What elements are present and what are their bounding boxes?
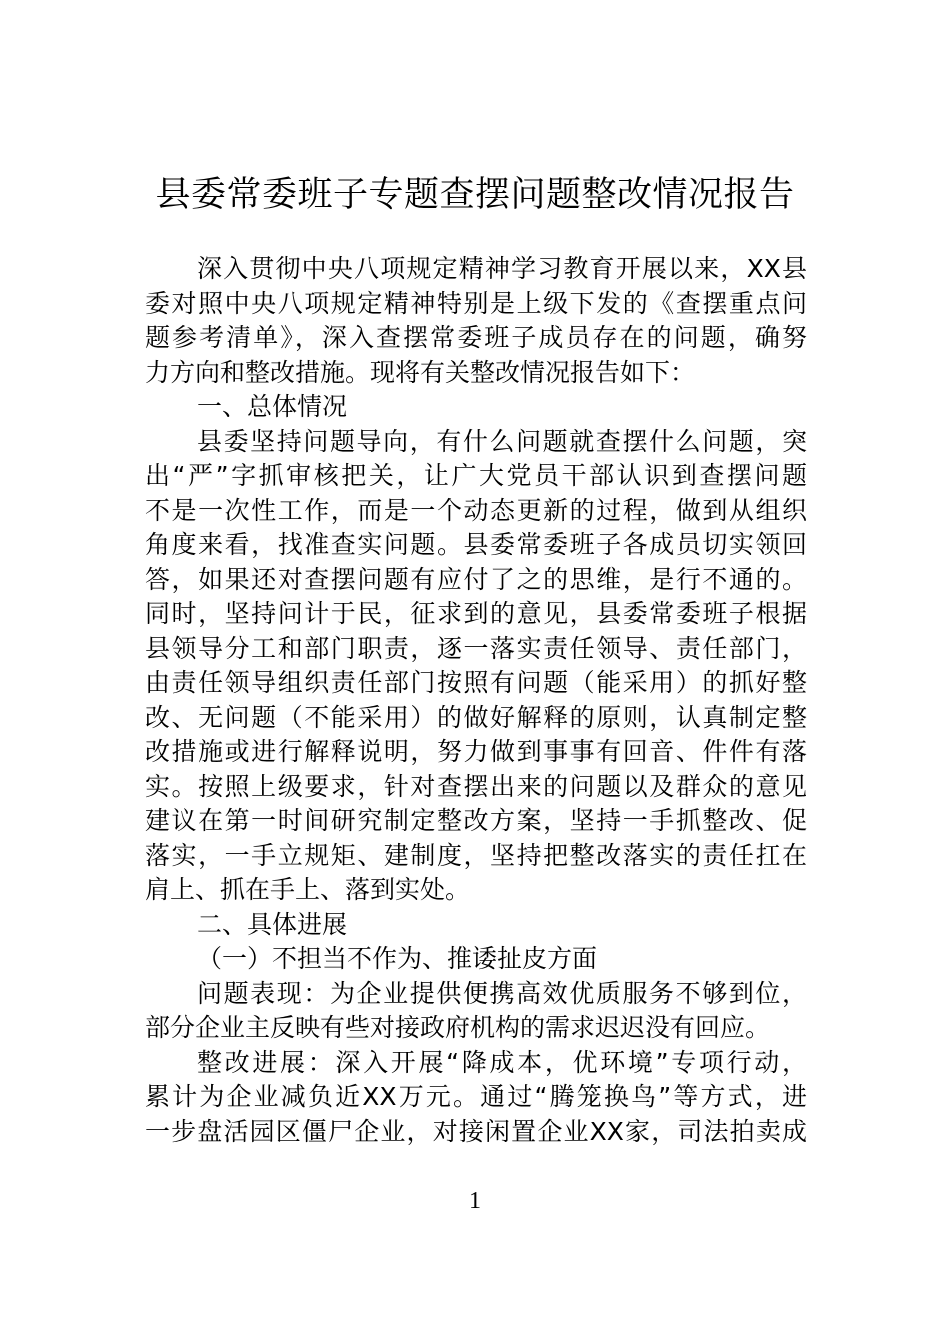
paragraph (145, 977, 807, 1046)
text-line: 累计为企业减负近XX万元。通过“腾笼换鸟”等方式，进 (145, 1082, 807, 1111)
text-line: 二、具体进展 (197, 909, 348, 939)
text-line: 改措施或进行解释说明，努力做到事事有回音、件件有落 (145, 737, 807, 766)
text-line: 县委坚持问题导向，有什么问题就查摆什么问题，突 (197, 426, 807, 456)
text-line: 一步盘活园区僵尸企业，对接闲置企业XX家，司法拍卖成 (145, 1116, 807, 1146)
document-title: 县委常委班子专题查摆问题整改情况报告 (155, 175, 795, 215)
text-line: 出“严”字抓审核把关，让广大党员干部认识到查摆问题 (145, 461, 807, 490)
text-line: 肩上、抓在手上、落到实处。 (145, 875, 471, 904)
text-line: 委对照中央八项规定精神特别是上级下发的《查摆重点问 (145, 288, 807, 318)
text-line: 部分企业主反映有些对接政府机构的需求迟迟没有回应。 (145, 1013, 771, 1042)
text-line: 整改进展：深入开展“降成本，优环境”专项行动， (197, 1047, 807, 1077)
text-line: 一、总体情况 (197, 392, 348, 421)
text-line: 角度来看，找准查实问题。县委常委班子各成员切实领回 (145, 530, 807, 559)
paragraph (145, 1046, 807, 1150)
text-line: 深入贯彻中央八项规定精神学习教育开展以来，XX县 (197, 254, 807, 283)
paragraph (145, 425, 807, 908)
paragraph (145, 252, 807, 390)
text-line: 答，如果还对查摆问题有应付了之的思维，是行不通的。 (145, 564, 807, 594)
text-line: 同时，坚持问计于民，征求到的意见，县委常委班子根据 (145, 599, 807, 628)
page-number: 1 (469, 1188, 481, 1214)
text-line: 建议在第一时间研究制定整改方案，坚持一手抓整改、促 (145, 806, 807, 835)
text-line: 力方向和整改措施。现将有关整改情况报告如下： (145, 357, 696, 387)
paragraph (145, 942, 807, 977)
paragraph (145, 390, 807, 425)
document-body (145, 252, 807, 1149)
text-line: 实。按照上级要求，针对查摆出来的问题以及群众的意见 (145, 771, 807, 801)
text-line: 改、无问题（不能采用）的做好解释的原则，认真制定整 (145, 702, 807, 732)
text-line: 题参考清单》，深入查摆常委班子成员存在的问题，确努 (145, 323, 807, 352)
text-line: 落实，一手立规矩、建制度，坚持把整改落实的责任扛在 (145, 840, 807, 870)
paragraph (145, 908, 807, 943)
text-line: 由责任领导组织责任部门按照有问题（能采用）的抓好整 (145, 668, 807, 697)
text-line: 问题表现：为企业提供便携高效优质服务不够到位， (197, 978, 807, 1008)
text-line: 不是一次性工作，而是一个动态更新的过程，做到从组织 (145, 495, 807, 525)
text-line: （一）不担当不作为、推诿扯皮方面 (197, 944, 598, 973)
text-line: 县领导分工和部门职责，逐一落实责任领导、责任部门， (145, 633, 807, 663)
